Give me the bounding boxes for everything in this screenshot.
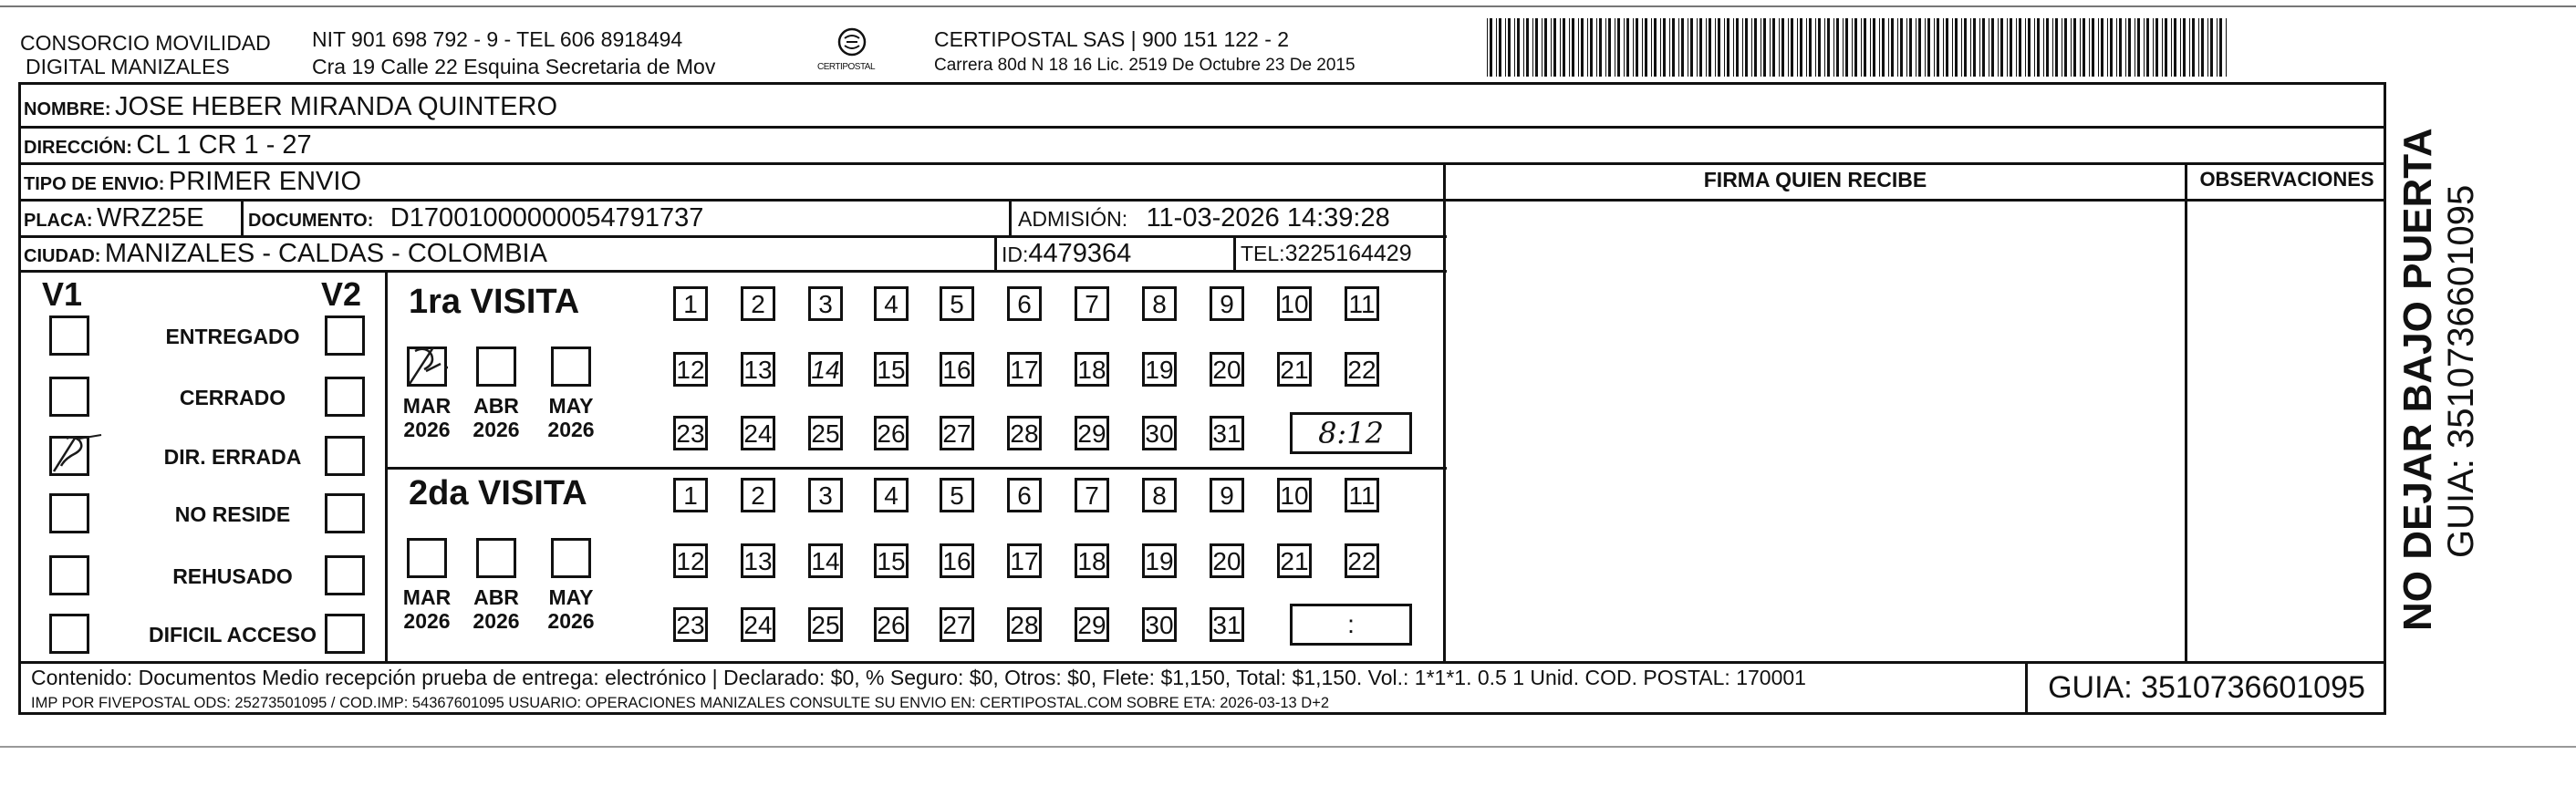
- divider: [1009, 199, 1012, 235]
- v1-checkbox[interactable]: [49, 377, 89, 417]
- direccion-label: DIRECCIÓN:: [24, 138, 132, 158]
- tel-value: 3225164429: [1284, 241, 1412, 266]
- first-visit-day-checkbox[interactable]: 31: [1210, 416, 1244, 450]
- divider: [994, 235, 997, 270]
- month-year: 2026: [473, 609, 520, 633]
- first-visit-day-checkbox[interactable]: 8: [1142, 286, 1177, 321]
- v2-checkbox[interactable]: [325, 614, 365, 654]
- month-year: 2026: [547, 609, 595, 633]
- divider: [385, 270, 388, 661]
- footer-imp: IMP POR FIVEPOSTAL ODS: 25273501095 / COD.IMP: 54367601095 USUARIO: OPERACIONES MANIZALES CONSULTE SU ENVIO EN: CERTIPOSTAL.COM SOBRE ETA: 2026-03-13 D+2: [31, 695, 1330, 711]
- month-name: ABR: [473, 585, 519, 609]
- first-visit-day-checkbox[interactable]: 25: [808, 416, 843, 450]
- side-warning: NO DEJAR BAJO PUERTA: [2395, 128, 2440, 631]
- logo-text: CERTIPOSTAL: [817, 62, 876, 72]
- first-visit-month-checkbox[interactable]: [407, 346, 447, 387]
- side-guia: GUIA: 3510736601095: [2441, 184, 2481, 558]
- second-visit-day-checkbox[interactable]: 25: [808, 607, 843, 642]
- first-visit-day-checkbox[interactable]: 30: [1142, 416, 1177, 450]
- second-visit-day-checkbox[interactable]: 31: [1210, 607, 1244, 642]
- company-info: [312, 27, 715, 78]
- documento-label: DOCUMENTO:: [248, 211, 374, 231]
- first-visit-hour-field[interactable]: 8:12: [1290, 412, 1412, 454]
- month-year: 2026: [473, 418, 520, 441]
- v1-checkbox[interactable]: [49, 555, 89, 595]
- nit-line: NIT 901 698 792 - 9 - TEL 606 8918494: [312, 27, 683, 51]
- second-visit-day-checkbox[interactable]: 22: [1345, 543, 1379, 578]
- second-visit-day-checkbox[interactable]: 7: [1075, 478, 1109, 512]
- second-visit-day-checkbox[interactable]: 2: [741, 478, 775, 512]
- month-name: MAY: [548, 585, 594, 609]
- first-visit-day-checkbox[interactable]: 21: [1277, 352, 1312, 387]
- second-visit-day-checkbox[interactable]: 5: [940, 478, 974, 512]
- v1-checkbox[interactable]: [49, 436, 89, 476]
- second-visit-day-checkbox[interactable]: 30: [1142, 607, 1177, 642]
- status-option-label: DIFICIL ACCESO: [148, 623, 317, 646]
- second-visit-day-checkbox[interactable]: 11: [1345, 478, 1379, 512]
- company-line-1: CONSORCIO MOVILIDAD: [20, 31, 271, 55]
- carrier-address: Carrera 80d N 18 16 Lic. 2519 De Octubre 23 De 2015: [934, 56, 1356, 75]
- admision-label: ADMISIÓN:: [1018, 207, 1128, 231]
- divider: [1443, 199, 2386, 202]
- id-label: ID:: [1002, 243, 1029, 266]
- second-visit-month-label: [541, 585, 601, 633]
- observaciones-area[interactable]: [2191, 206, 2383, 657]
- month-name: ABR: [473, 394, 519, 418]
- tipo-row: [24, 166, 361, 202]
- first-visit-day-checkbox[interactable]: 3: [808, 286, 843, 321]
- divider: [241, 199, 244, 235]
- second-visit-month-label: [397, 585, 457, 633]
- scan-edge-bottom: [0, 746, 2576, 748]
- firma-header: FIRMA QUIEN RECIBE: [1703, 168, 1927, 191]
- first-visit-day-checkbox[interactable]: 6: [1007, 286, 1042, 321]
- month-year: 2026: [547, 418, 595, 441]
- v1-checkbox[interactable]: [49, 315, 89, 356]
- first-visit-day-checkbox[interactable]: 20: [1210, 352, 1244, 387]
- divider: [18, 162, 2386, 165]
- v1-header: V1: [42, 275, 83, 313]
- first-visit-day-checkbox[interactable]: 13: [741, 352, 775, 387]
- v2-checkbox[interactable]: [325, 555, 365, 595]
- footer-content: Contenido: Documentos Medio recepción prueba de entrega: electrónico | Declarado: $0, % Seguro: $0, Otros: $0, Flete: $1,150, Total: $1,150. Vol.: 1*1*1. 0.5 1 Unid. COD. POSTAL: 170001: [31, 666, 1806, 689]
- second-visit-day-checkbox[interactable]: 13: [741, 543, 775, 578]
- address-line: Cra 19 Calle 22 Esquina Secretaria de Mov: [312, 55, 716, 78]
- second-visit-day-checkbox[interactable]: 20: [1210, 543, 1244, 578]
- status-option-label: CERRADO: [179, 386, 286, 409]
- second-visit-day-checkbox[interactable]: 1: [673, 478, 708, 512]
- carrier-info: [934, 27, 1356, 77]
- second-visit-day-checkbox[interactable]: 24: [741, 607, 775, 642]
- second-visit-day-checkbox[interactable]: 18: [1075, 543, 1109, 578]
- first-visit-month-label: [541, 394, 601, 441]
- second-visit-day-checkbox[interactable]: 27: [940, 607, 974, 642]
- carrier-line: CERTIPOSTAL SAS | 900 151 122 - 2: [934, 27, 1290, 51]
- first-visit-day-checkbox[interactable]: 17: [1007, 352, 1042, 387]
- placa-value: WRZ25E: [97, 203, 204, 233]
- first-visit-day-checkbox[interactable]: 15: [874, 352, 909, 387]
- v2-checkbox[interactable]: [325, 493, 365, 533]
- second-visit-month-label: [466, 585, 526, 633]
- first-visit-day-checkbox[interactable]: 4: [874, 286, 909, 321]
- tel-cell: [1241, 238, 1412, 273]
- v1-checkbox[interactable]: [49, 493, 89, 533]
- footer-guia: GUIA: 3510736601095: [2048, 670, 2365, 705]
- second-visit-title: 2da VISITA: [409, 474, 587, 512]
- v2-header: V2: [321, 275, 362, 313]
- first-visit-title: 1ra VISITA: [409, 283, 580, 321]
- second-visit-day-checkbox[interactable]: 29: [1075, 607, 1109, 642]
- ciudad-row: [24, 238, 547, 274]
- second-visit-day-checkbox[interactable]: 28: [1007, 607, 1042, 642]
- v1-checkbox[interactable]: [49, 614, 89, 654]
- documento-cell: [248, 202, 703, 238]
- status-option-label: REHUSADO: [172, 564, 293, 588]
- second-visit-day-checkbox[interactable]: 4: [874, 478, 909, 512]
- documento-value: D17001000000054791737: [390, 203, 704, 233]
- first-visit-day-checkbox[interactable]: 9: [1210, 286, 1244, 321]
- first-visit-day-checkbox[interactable]: 14: [808, 352, 843, 387]
- direccion-row: [24, 129, 312, 165]
- status-option-label: ENTREGADO: [165, 325, 300, 348]
- second-visit-day-checkbox[interactable]: 26: [874, 607, 909, 642]
- tipo-label: TIPO DE ENVIO:: [24, 174, 165, 194]
- v2-checkbox[interactable]: [325, 315, 365, 356]
- first-visit-month-label: [466, 394, 526, 441]
- ciudad-value: MANIZALES - CALDAS - COLOMBIA: [104, 239, 547, 268]
- second-visit-day-checkbox[interactable]: 15: [874, 543, 909, 578]
- second-visit-day-checkbox[interactable]: 17: [1007, 543, 1042, 578]
- placa-label: PLACA:: [24, 211, 93, 231]
- observaciones-header: OBSERVACIONES: [2199, 168, 2374, 191]
- month-name: MAR: [402, 585, 452, 609]
- first-visit-day-checkbox[interactable]: 5: [940, 286, 974, 321]
- first-visit-day-checkbox[interactable]: 28: [1007, 416, 1042, 450]
- second-visit-day-checkbox[interactable]: 8: [1142, 478, 1177, 512]
- nombre-row: [24, 91, 557, 127]
- status-option-label: NO RESIDE: [174, 502, 291, 526]
- first-visit-day-checkbox[interactable]: 12: [673, 352, 708, 387]
- divider: [386, 467, 1447, 470]
- status-option-label: DIR. ERRADA: [163, 445, 302, 469]
- scan-edge: [0, 5, 2576, 7]
- first-visit-day-checkbox[interactable]: 7: [1075, 286, 1109, 321]
- second-visit-month-checkbox[interactable]: [407, 538, 447, 578]
- first-visit-day-checkbox[interactable]: 10: [1277, 286, 1312, 321]
- second-visit-day-checkbox[interactable]: 9: [1210, 478, 1244, 512]
- first-visit-day-checkbox[interactable]: 1: [673, 286, 708, 321]
- first-visit-day-checkbox[interactable]: 26: [874, 416, 909, 450]
- first-visit-day-checkbox[interactable]: 24: [741, 416, 775, 450]
- month-name: MAY: [548, 394, 594, 418]
- v2-checkbox[interactable]: [325, 377, 365, 417]
- company-line-2: DIGITAL MANIZALES: [26, 55, 230, 78]
- tipo-value: PRIMER ENVIO: [168, 167, 362, 196]
- second-visit-month-checkbox[interactable]: [476, 538, 516, 578]
- second-visit-month-checkbox[interactable]: [551, 538, 591, 578]
- second-visit-day-checkbox[interactable]: 12: [673, 543, 708, 578]
- first-visit-month-checkbox[interactable]: [551, 346, 591, 387]
- month-name: MAR: [402, 394, 452, 418]
- month-year: 2026: [403, 609, 451, 633]
- second-visit-day-checkbox[interactable]: 14: [808, 543, 843, 578]
- second-visit-day-checkbox[interactable]: 19: [1142, 543, 1177, 578]
- second-visit-day-checkbox[interactable]: 6: [1007, 478, 1042, 512]
- nombre-label: NOMBRE:: [24, 99, 111, 119]
- second-visit-hour-field[interactable]: :: [1290, 604, 1412, 646]
- first-visit-month-label: [397, 394, 457, 441]
- first-visit-day-checkbox[interactable]: 29: [1075, 416, 1109, 450]
- direccion-value: CL 1 CR 1 - 27: [136, 130, 312, 160]
- first-visit-day-checkbox[interactable]: 16: [940, 352, 974, 387]
- second-visit-day-checkbox[interactable]: 10: [1277, 478, 1312, 512]
- first-visit-day-checkbox[interactable]: 19: [1142, 352, 1177, 387]
- nombre-value: JOSE HEBER MIRANDA QUINTERO: [115, 92, 558, 121]
- month-year: 2026: [403, 418, 451, 441]
- signature-area[interactable]: [1450, 206, 2180, 657]
- barcode: [1485, 18, 2233, 78]
- second-visit-day-checkbox[interactable]: 21: [1277, 543, 1312, 578]
- divider: [18, 661, 2386, 664]
- first-visit-day-checkbox[interactable]: 18: [1075, 352, 1109, 387]
- divider: [2185, 162, 2187, 661]
- first-visit-month-checkbox[interactable]: [476, 346, 516, 387]
- first-visit-day-checkbox[interactable]: 11: [1345, 286, 1379, 321]
- second-visit-day-checkbox[interactable]: 3: [808, 478, 843, 512]
- divider: [1233, 235, 1236, 270]
- tel-label: TEL:: [1241, 242, 1285, 265]
- v2-checkbox[interactable]: [325, 436, 365, 476]
- first-visit-day-checkbox[interactable]: 27: [940, 416, 974, 450]
- second-visit-day-checkbox[interactable]: 16: [940, 543, 974, 578]
- first-visit-day-checkbox[interactable]: 22: [1345, 352, 1379, 387]
- first-visit-day-checkbox[interactable]: 2: [741, 286, 775, 321]
- id-value: 4479364: [1028, 239, 1132, 268]
- id-cell: [1002, 238, 1131, 274]
- certipostal-logo: [814, 26, 890, 77]
- divider: [1443, 162, 1446, 661]
- placa-cell: [24, 202, 204, 238]
- company-name: [20, 31, 271, 78]
- second-visit-day-checkbox[interactable]: 23: [673, 607, 708, 642]
- first-visit-day-checkbox[interactable]: 23: [673, 416, 708, 450]
- admision-value: 11-03-2026 14:39:28: [1146, 203, 1390, 233]
- admision-cell: [1018, 202, 1390, 238]
- ciudad-label: CIUDAD:: [24, 246, 101, 266]
